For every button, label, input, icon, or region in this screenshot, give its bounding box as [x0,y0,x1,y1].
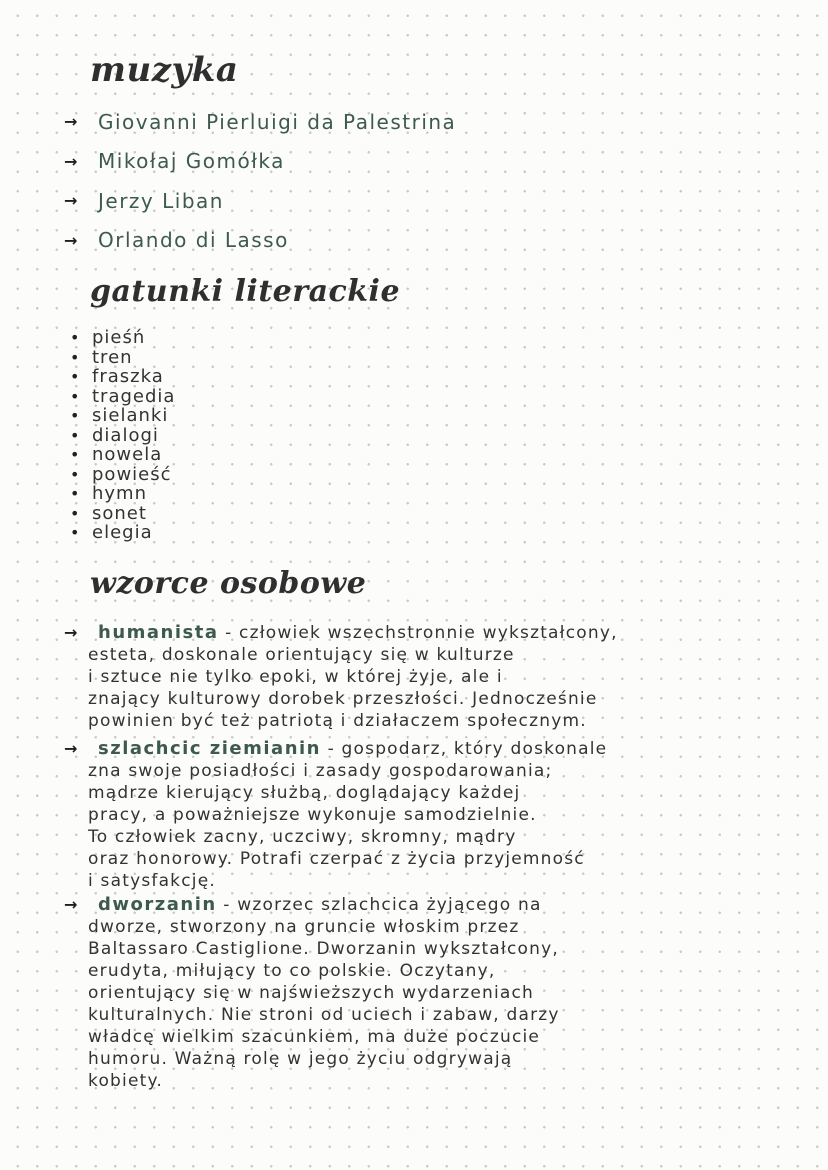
entry-term: szlachcic ziemianin [98,738,321,759]
arrow-icon: → [64,191,79,211]
list-item [70,523,175,543]
bullet-icon: • [70,425,81,445]
model-entry-humanist [64,622,784,732]
arrow-icon: → [64,230,79,250]
genre-name: hymn [92,483,148,505]
genre-name: pieśń [92,327,146,349]
genre-name: tren [92,346,133,368]
bullet-icon: • [70,367,81,387]
bullet-icon: • [70,406,81,426]
list-item [70,367,175,387]
list-item [64,181,456,221]
list-item [64,102,456,142]
list-item [70,484,175,504]
music-list [64,102,456,260]
entry-line: orientujący się w najświeższych wydarzeniach [88,983,535,1003]
entry-line: dworze, stworzony na gruncie włoskim przez [88,917,520,937]
bullet-icon: • [70,503,81,523]
list-item [70,328,175,348]
entry-line: i sztuce nie tylko epoki, w której żyje, ale i [88,667,503,687]
list-item [70,406,175,426]
genre-name: fraszka [92,366,164,388]
arrow-icon: → [64,151,79,171]
genre-name: sonet [92,502,147,524]
genres-heading: gatunki literackie [90,274,401,309]
entry-line: esteta, doskonale orientujący się w kulturze [88,645,515,665]
entry-line [64,738,784,760]
composer-name: Jerzy Liban [98,188,224,213]
genre-name: dialogi [92,424,159,446]
entry-line: znający kulturowy dorobek przeszłości. Jednocześnie [88,689,598,709]
list-item [70,504,175,524]
list-item [70,348,175,368]
genre-name: tragedia [92,385,176,407]
arrow-icon: → [64,895,79,914]
models-heading: wzorce osobowe [90,566,367,601]
bullet-icon: • [70,328,81,348]
entry-line: władcę wielkim szacunkiem, ma duże poczucie [88,1027,541,1047]
bullet-icon: • [70,445,81,465]
entry-line: zna swoje posiadłości i zasady gospodarowania; [88,761,553,781]
model-entry-courtier [64,894,784,1092]
entry-line: Baltassaro Castiglione. Dworzanin wykształcony, [88,939,559,959]
composer-name: Orlando di Lasso [98,228,289,253]
entry-line: i satysfakcję. [88,871,216,891]
entry-line [64,894,784,916]
entry-line: kulturalnych. Nie stroni od uciech i zabaw, darzy [88,1005,560,1025]
list-item [64,221,456,261]
bullet-icon: • [70,523,81,543]
model-entry-landowner [64,738,784,892]
arrow-icon: → [64,739,79,758]
genre-name: powieść [92,463,172,485]
entry-text: - wzorzec szlachcica żyjącego na [223,895,542,915]
list-item [70,445,175,465]
entry-line: humoru. Ważną rolę w jego życiu odgrywają [88,1049,513,1069]
entry-line: oraz honorowy. Potrafi czerpać z życia przyjemność [88,849,585,869]
composer-name: Mikołaj Gomółka [98,149,285,174]
entry-line: To człowiek zacny, uczciwy, skromny, mądry [88,827,517,847]
entry-line [64,622,784,644]
arrow-icon: → [64,112,79,132]
entry-text: - gospodarz, który doskonale [327,739,608,759]
entry-text: - człowiek wszechstronnie wykształcony, [225,623,618,643]
list-item [70,426,175,446]
entry-line: erudyta, miłujący to co polskie. Oczytany, [88,961,496,981]
entry-line: mądrze kierujący służbą, doglądający każdej [88,783,521,803]
list-item [70,387,175,407]
genre-name: nowela [92,444,163,466]
entry-term: humanista [98,622,219,643]
entry-line: kobiety. [88,1071,163,1091]
genre-name: sielanki [92,405,169,427]
music-heading: muzyka [90,50,239,90]
entry-line: powinien być też patriotą i działaczem społecznym. [88,711,587,731]
list-item [70,465,175,485]
bullet-icon: • [70,464,81,484]
genre-name: elegia [92,522,153,544]
arrow-icon: → [64,623,79,642]
entry-term: dworzanin [98,894,217,915]
list-item [64,142,456,182]
bullet-icon: • [70,386,81,406]
bullet-icon: • [70,484,81,504]
bullet-icon: • [70,347,81,367]
genres-list [70,328,175,543]
composer-name: Giovanni Pierluigi da Palestrina [98,109,457,134]
entry-line: pracy, a poważniejsze wykonuje samodzielnie. [88,805,537,825]
